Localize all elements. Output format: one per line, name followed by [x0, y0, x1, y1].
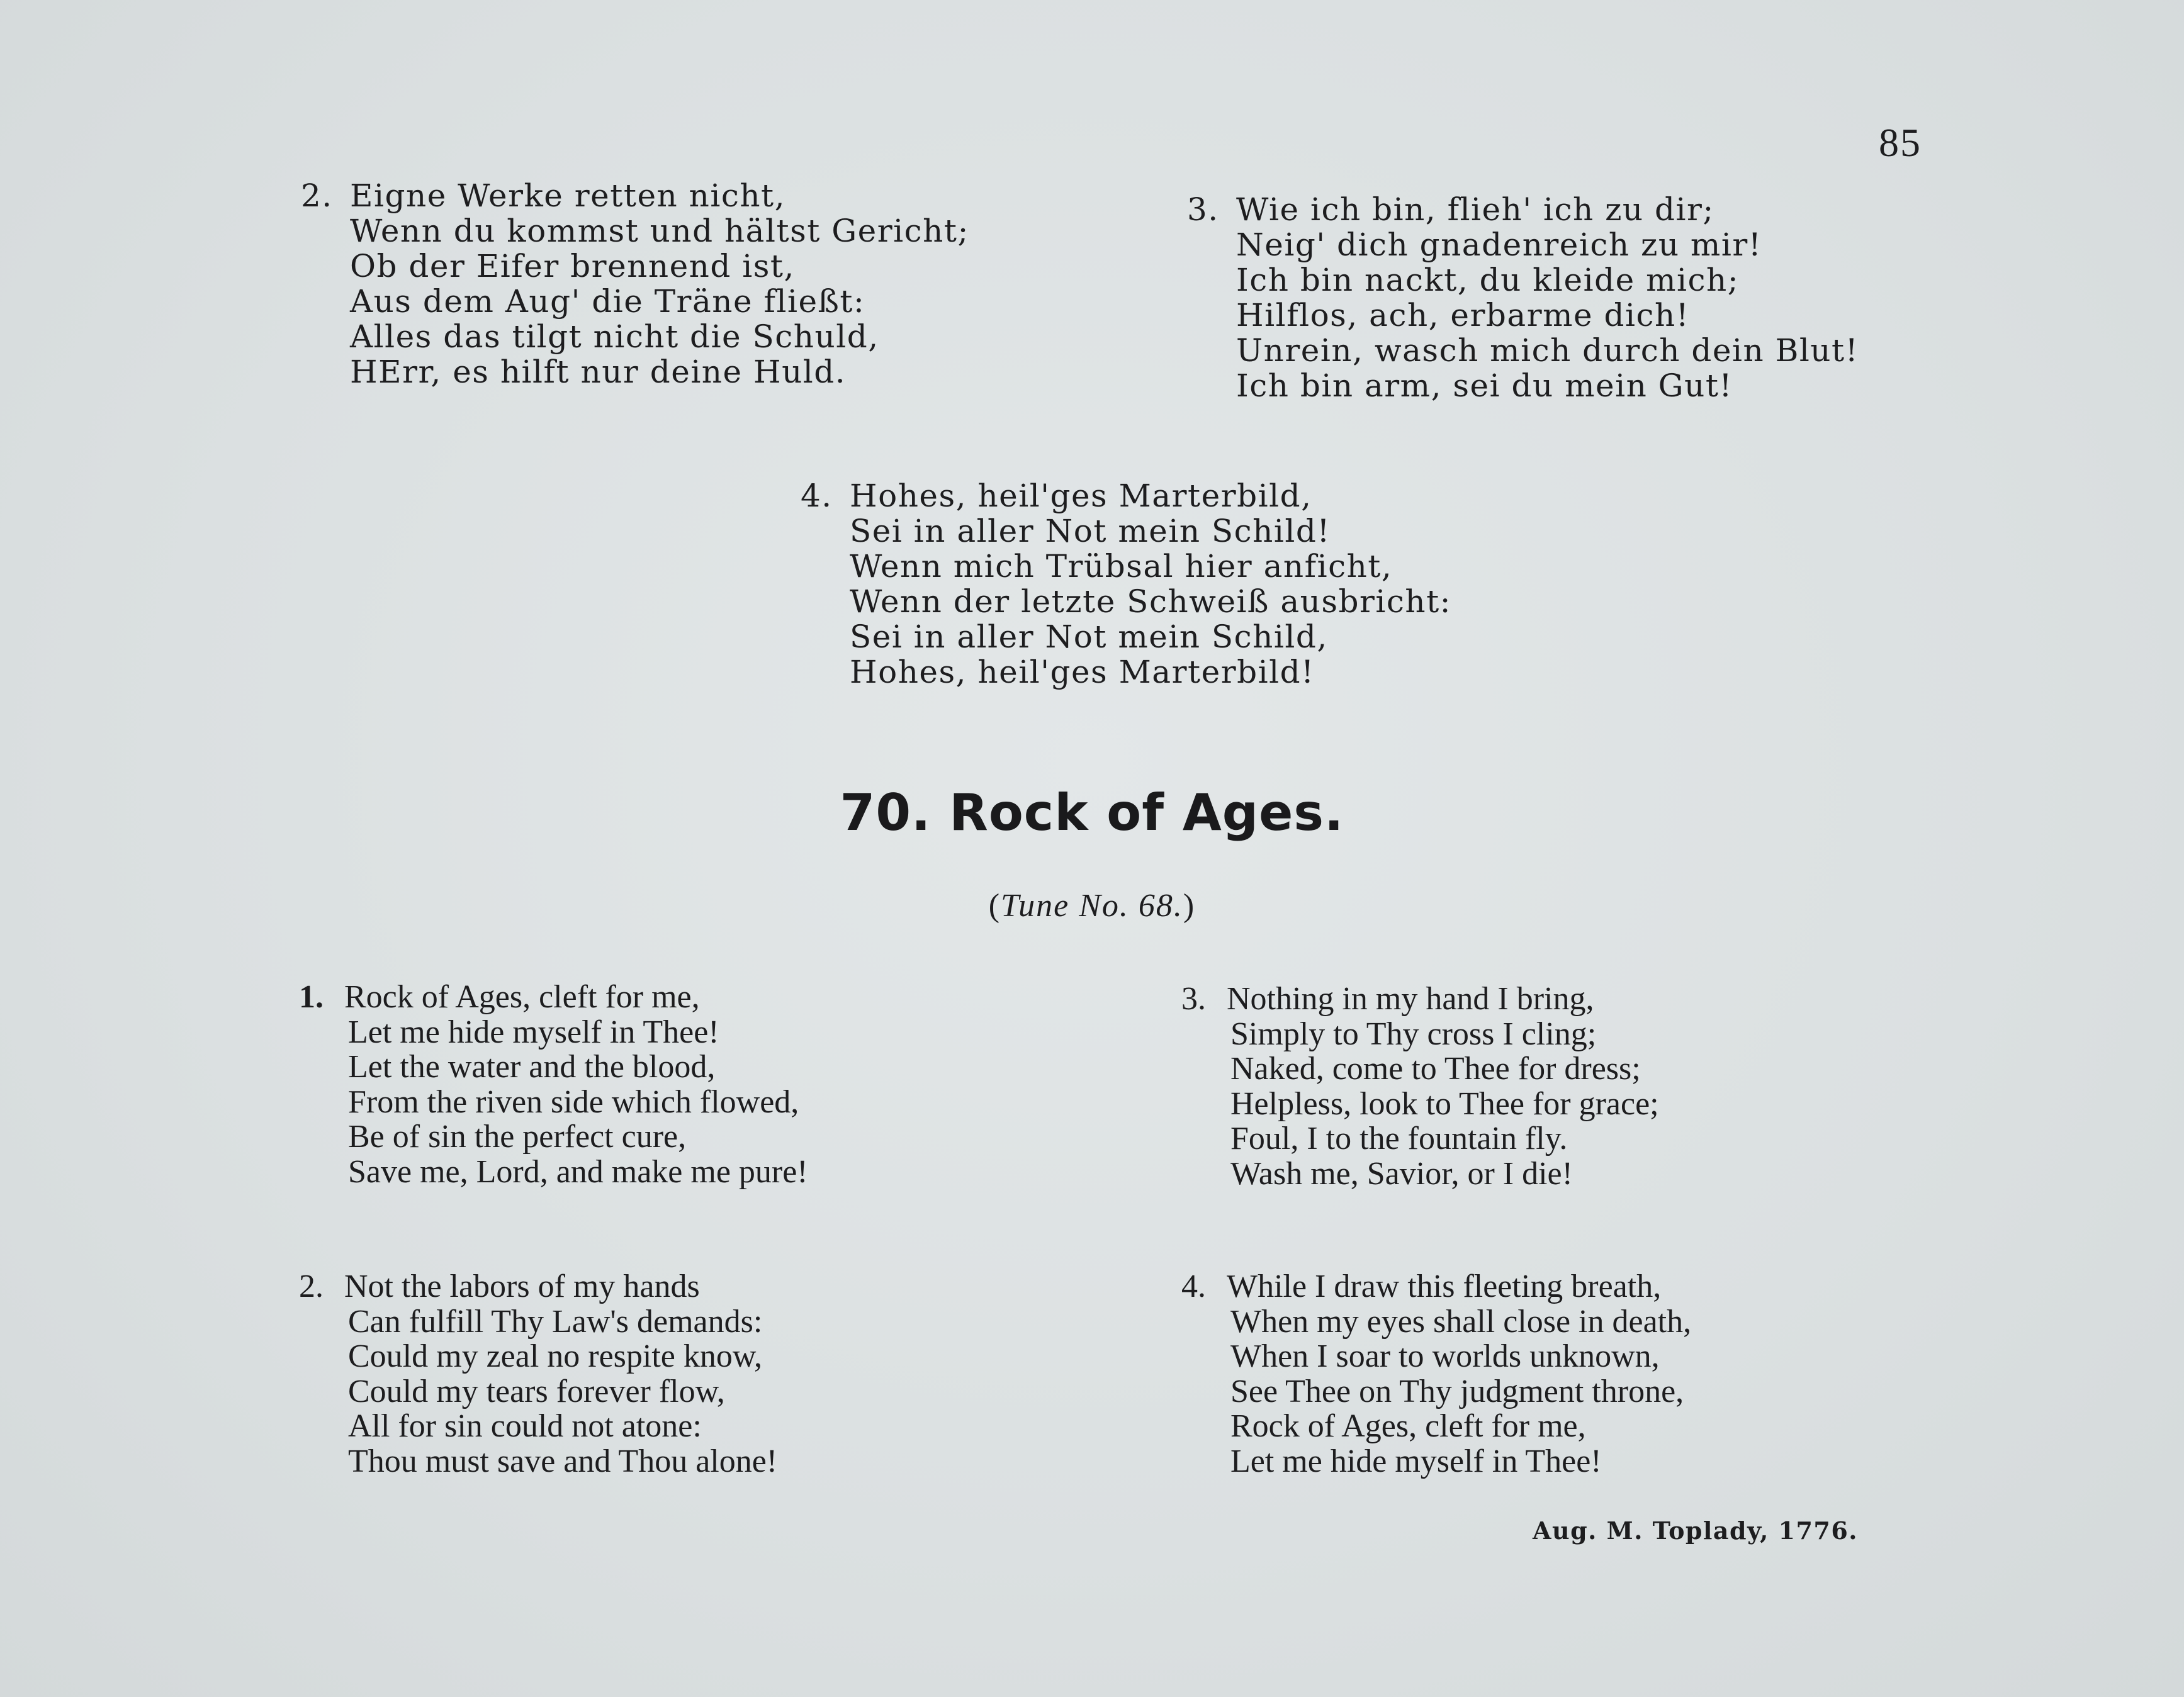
tune-text: Tune No. 68. — [1001, 888, 1183, 924]
english-stanza-4 — [1181, 1269, 1691, 1479]
stanza-number: 3. — [1187, 191, 1219, 228]
stanza-line: Wenn du kommst und hältst Gericht; — [350, 213, 969, 249]
stanza-line: Foul, I to the fountain fly. — [1230, 1121, 1568, 1157]
stanza-line: Wenn der letzte Schweiß ausbricht: — [850, 583, 1452, 620]
stanza-line — [301, 178, 969, 213]
stanza-line: Ich bin nackt, du kleide mich; — [1236, 262, 1740, 298]
stanza-line — [299, 1269, 777, 1304]
stanza-line: Wenn mich Trübsal hier anficht, — [850, 548, 1393, 585]
tune-open-paren: ( — [988, 888, 1001, 924]
stanza-line: When I soar to worlds unknown, — [1230, 1338, 1660, 1374]
stanza-number: 4. — [801, 478, 833, 514]
stanza-line: Aus dem Aug' die Träne fließt: — [350, 283, 865, 320]
english-stanza-1 — [299, 980, 808, 1189]
stanza-line: Neig' dich gnadenreich zu mir! — [1236, 227, 1762, 263]
stanza-number: 2. — [299, 1269, 324, 1304]
stanza-line-text: Nothing in my hand I bring, — [1227, 981, 1594, 1017]
english-stanza-2 — [299, 1269, 777, 1479]
stanza-number: 3. — [1181, 981, 1206, 1017]
stanza-line — [1181, 1269, 1691, 1304]
page-number: 85 — [1879, 120, 1922, 165]
stanza-line: Can fulfill Thy Law's demands: — [348, 1303, 763, 1340]
stanza-line: Sei in aller Not mein Schild! — [850, 513, 1331, 549]
stanza-line-text: Wie ich bin, flieh' ich zu dir; — [1236, 191, 1714, 228]
stanza-number: 1. — [299, 979, 324, 1015]
stanza-line: Let me hide myself in Thee! — [1230, 1443, 1602, 1479]
stanza-line: Wash me, Savior, or I die! — [1230, 1155, 1573, 1192]
stanza-line: Be of sin the perfect cure, — [348, 1119, 687, 1155]
tune-reference — [0, 887, 2184, 924]
hymn-title: 70. Rock of Ages. — [840, 783, 1344, 842]
stanza-line: HErr, es hilft nur deine Huld. — [350, 354, 847, 390]
stanza-line-text: While I draw this fleeting breath, — [1227, 1269, 1662, 1304]
stanza-line: Ob der Eifer brennend ist, — [350, 248, 795, 284]
stanza-number: 4. — [1181, 1269, 1206, 1304]
stanza-line-text: Eigne Werke retten nicht, — [350, 177, 786, 214]
stanza-line-text: Rock of Ages, cleft for me, — [344, 979, 700, 1015]
tune-close-paren: ) — [1183, 888, 1196, 924]
stanza-line: Unrein, wasch mich durch dein Blut! — [1236, 332, 1859, 369]
stanza-line — [1187, 192, 1859, 227]
stanza-line: From the riven side which flowed, — [348, 1084, 799, 1120]
stanza-line: Let the water and the blood, — [348, 1049, 716, 1085]
stanza-line: Alles das tilgt nicht die Schuld, — [350, 318, 879, 355]
stanza-line: Could my tears forever flow, — [348, 1373, 725, 1409]
stanza-line: Save me, Lord, and make me pure! — [348, 1153, 808, 1190]
stanza-line: Thou must save and Thou alone! — [348, 1443, 778, 1479]
stanza-line — [801, 478, 1451, 513]
stanza-line: Hilflos, ach, erbarme dich! — [1236, 297, 1690, 333]
stanza-line: Sei in aller Not mein Schild, — [850, 619, 1328, 655]
stanza-line: Could my zeal no respite know, — [348, 1338, 763, 1374]
stanza-line: Rock of Ages, cleft for me, — [1230, 1408, 1586, 1444]
stanza-number: 2. — [301, 177, 333, 214]
stanza-line: Naked, come to Thee for dress; — [1230, 1051, 1641, 1087]
author-attribution: Aug. M. Toplady, 1776. — [1533, 1516, 1859, 1545]
stanza-line: Let me hide myself in Thee! — [348, 1014, 719, 1050]
stanza-line: Simply to Thy cross I cling; — [1230, 1016, 1597, 1052]
stanza-line — [1181, 982, 1659, 1017]
stanza-line — [299, 980, 808, 1015]
stanza-line: All for sin could not atone: — [348, 1408, 702, 1444]
stanza-line-text: Hohes, heil'ges Marterbild, — [850, 478, 1312, 514]
stanza-line: See Thee on Thy judgment throne, — [1230, 1373, 1684, 1409]
stanza-line: Helpless, look to Thee for grace; — [1230, 1085, 1659, 1122]
english-stanza-3 — [1181, 982, 1659, 1191]
german-stanza-3 — [1187, 192, 1859, 403]
german-stanza-4 — [801, 478, 1451, 690]
stanza-line: Hohes, heil'ges Marterbild! — [850, 654, 1315, 690]
german-stanza-2 — [301, 178, 969, 389]
stanza-line: When my eyes shall close in death, — [1230, 1303, 1692, 1340]
stanza-line-text: Not the labors of my hands — [344, 1269, 700, 1304]
stanza-line: Ich bin arm, sei du mein Gut! — [1236, 367, 1733, 404]
